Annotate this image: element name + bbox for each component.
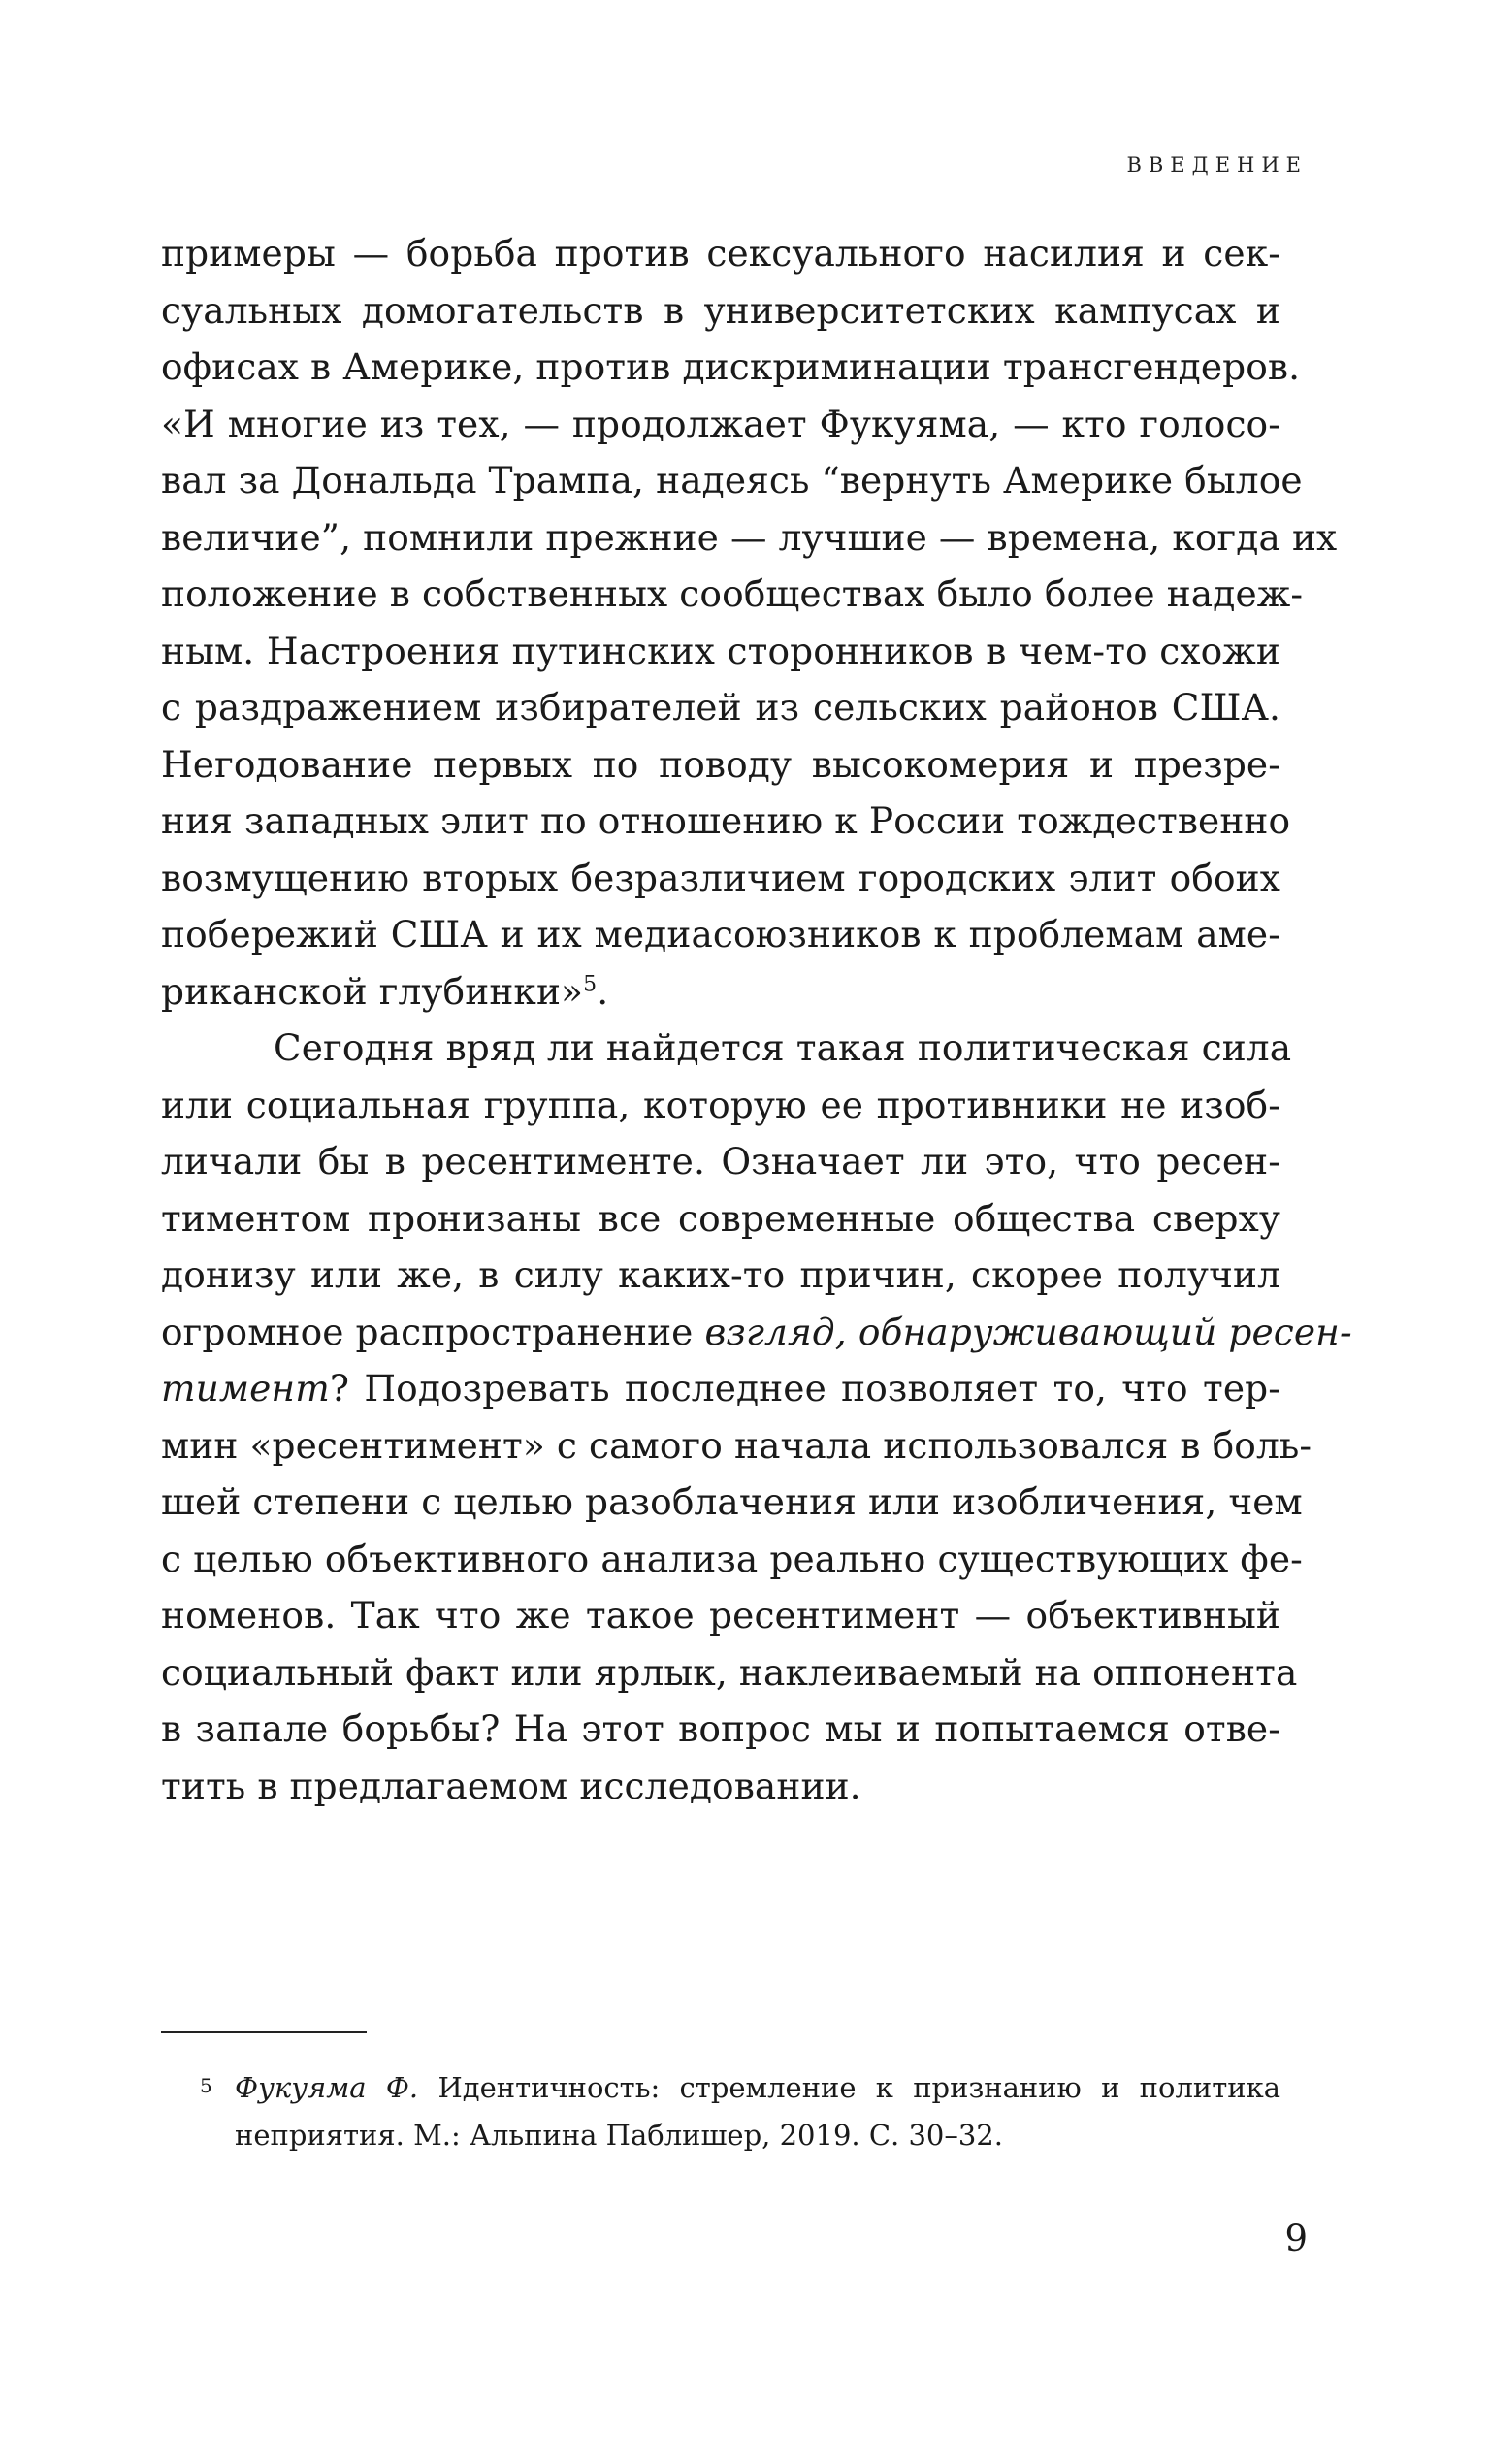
text-line: шей степени с целью разоблачения или изобличения, чем [161, 1480, 1303, 1523]
footnote-number: 5 [200, 2074, 212, 2097]
footnote [161, 2064, 1280, 2159]
text-line: с целью объективного анализа реально существующих фе- [161, 1537, 1303, 1580]
text-line: офисах в Америке, против дискриминации трансгендеров. [161, 345, 1301, 388]
text-line: побережий США и их медиасоюзников к проблемам аме- [161, 913, 1280, 956]
text-line: «И многие из тех, — продолжает Фукуяма, — кто голосо- [161, 402, 1280, 445]
text-line [161, 1360, 1280, 1417]
text-line [161, 1304, 1352, 1361]
text-line: суальных домогательств в университетских кампусах и [161, 288, 1280, 332]
footnote-author: Фукуяма Ф. [235, 2071, 419, 2104]
text-line: величие”, помнили прежние — лучшие — времена, когда их [161, 515, 1338, 559]
text-line: Негодование первых по поводу высокомерия и презре- [161, 742, 1280, 786]
text-line: тиментом пронизаны все современные общества сверху [161, 1196, 1280, 1240]
text-line: вал за Дональда Трампа, надеясь “вернуть Америке былое [161, 459, 1303, 502]
text-line: ния западных элит по отношению к России тождественно [161, 799, 1291, 842]
text-line: номенов. Так что же такое ресентимент — объективный [161, 1594, 1280, 1637]
text-line: положение в собственных сообществах было более надеж- [161, 572, 1304, 615]
italic-text: тимент [161, 1367, 330, 1410]
footnote-line: неприятия. М.: Альпина Паблишер, 2019. С. 30–32. [235, 2119, 1003, 2152]
footnote-divider [161, 2031, 367, 2033]
text-fragment: ? Подозревать последнее позволяет то, что тер- [329, 1367, 1280, 1410]
text-line: с раздражением избирателей из сельских районов США. [161, 686, 1280, 729]
footnote-reference: 5 [583, 972, 598, 996]
body-text [161, 225, 1352, 1814]
text-line: возмущению вторых безразличием городских элит обоих [161, 856, 1280, 899]
text-line [161, 963, 1280, 1021]
text-line: мин «ресентимент» с самого начала использовался в боль- [161, 1423, 1312, 1467]
running-head: ВВЕДЕНИЕ [1126, 153, 1308, 177]
page-number: 9 [1284, 2218, 1308, 2259]
footnote-line [161, 2064, 1280, 2112]
text-fragment: огромное распространение [161, 1310, 705, 1353]
text-fragment: . [597, 969, 609, 1013]
text-line: личали бы в ресентименте. Означает ли это, что ресен- [161, 1140, 1280, 1183]
text-line: Сегодня вряд ли найдется такая политическая сила [274, 1026, 1292, 1069]
text-line: тить в предлагаемом исследовании. [161, 1764, 861, 1807]
text-fragment: риканской глубинки» [161, 969, 584, 1013]
text-line: социальный факт или ярлык, наклеиваемый на оппонента [161, 1650, 1298, 1694]
italic-text: взгляд, обнаруживающий ресен- [704, 1310, 1352, 1353]
text-line: в запале борьбы? На этот вопрос мы и попытаемся отве- [161, 1707, 1280, 1750]
text-fragment: Идентичность: стремление к признанию и политика [418, 2071, 1281, 2104]
text-line: ным. Настроения путинских сторонников в чем-то схожи [161, 629, 1280, 672]
text-line: примеры — борьба против сексуального насилия и сек- [161, 232, 1280, 275]
text-line: или социальная группа, которую ее противники не изоб- [161, 1083, 1280, 1126]
text-line: донизу или же, в силу каких-то причин, скорее получил [161, 1253, 1280, 1296]
